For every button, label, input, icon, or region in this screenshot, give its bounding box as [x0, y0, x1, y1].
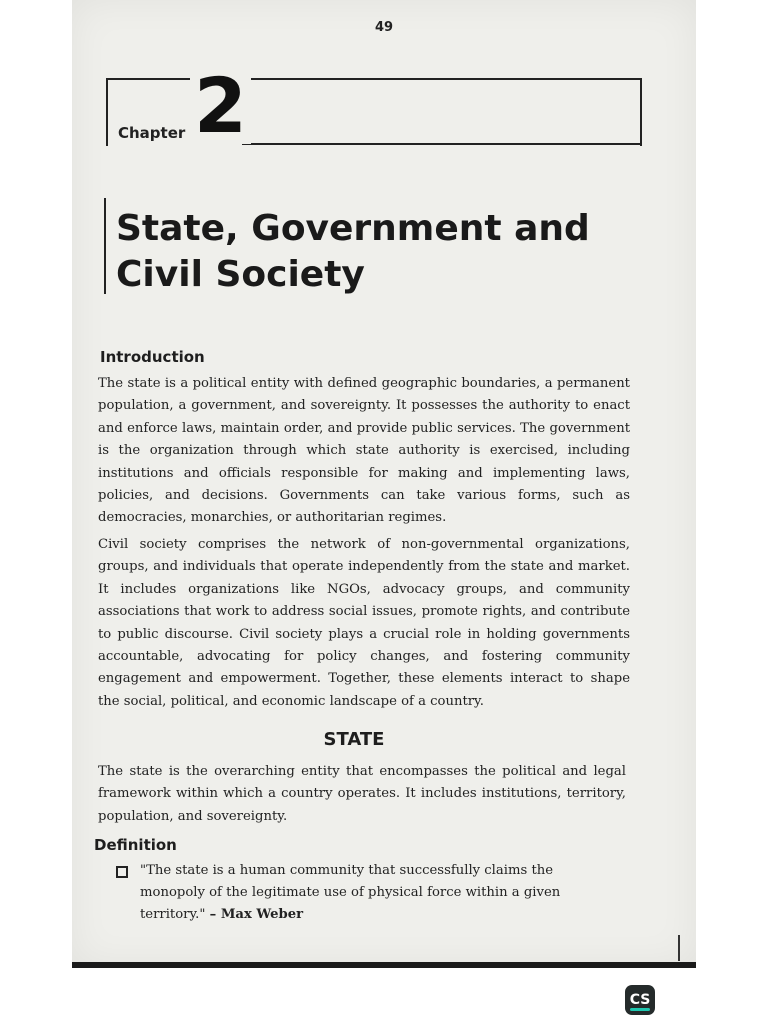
state-heading: STATE	[323, 729, 385, 750]
chapter-divider	[242, 143, 640, 145]
page-edge-mark	[678, 935, 680, 961]
title-accent-bar	[104, 198, 106, 294]
chapter-label: Chapter	[118, 124, 186, 142]
introduction-heading: Introduction	[100, 348, 205, 366]
chapter-frame	[106, 78, 642, 146]
chapter-title: State, Government and Civil Society	[116, 208, 590, 295]
checkbox-bullet-icon	[116, 866, 128, 878]
chapter-number: 2	[190, 68, 251, 144]
state-paragraph: The state is the overarching entity that encompasses the political and legal framework within which a country operates. It includes institutions, territory, population, and sovereignty.	[98, 764, 626, 824]
page-bottom-edge	[72, 962, 696, 968]
introduction-paragraph-2: Civil society comprises the network of non-governmental organizations, groups, and individuals that operate independently from the state and market. It includes organizations like NGOs, advocacy groups, and community associations that work to address social issues, promote rights, and contribute to public discourse. Civil society plays a crucial role in holding governments accountable, advocating for policy changes, and fostering community engagement and empowerment. Together, these elements interact to shape the social, political, and economic landscape of a country.	[98, 537, 630, 709]
definition-text	[140, 860, 600, 926]
definition-heading: Definition	[94, 836, 177, 854]
introduction-paragraph-1: The state is a political entity with defined geographic boundaries, a permanent population, a government, and sovereignty. It possesses the authority to enact and enforce laws, maintain order, and provide public services. The government is the organization through which state authority is exercised, including institutions and officials responsible for making and implementing laws, policies, and decisions. Governments can take various forms, such as democracies, monarchies, or authoritarian regimes.	[98, 376, 630, 526]
camscanner-logo-icon[interactable]: CS	[625, 985, 655, 1015]
document-page	[72, 0, 696, 966]
definition-author: – Max Weber	[209, 907, 304, 922]
definition-quote: "The state is a human community that successfully claims the monopoly of the legitimate use of physical force within a given territory."	[140, 863, 561, 922]
page-number: 49	[374, 20, 394, 35]
